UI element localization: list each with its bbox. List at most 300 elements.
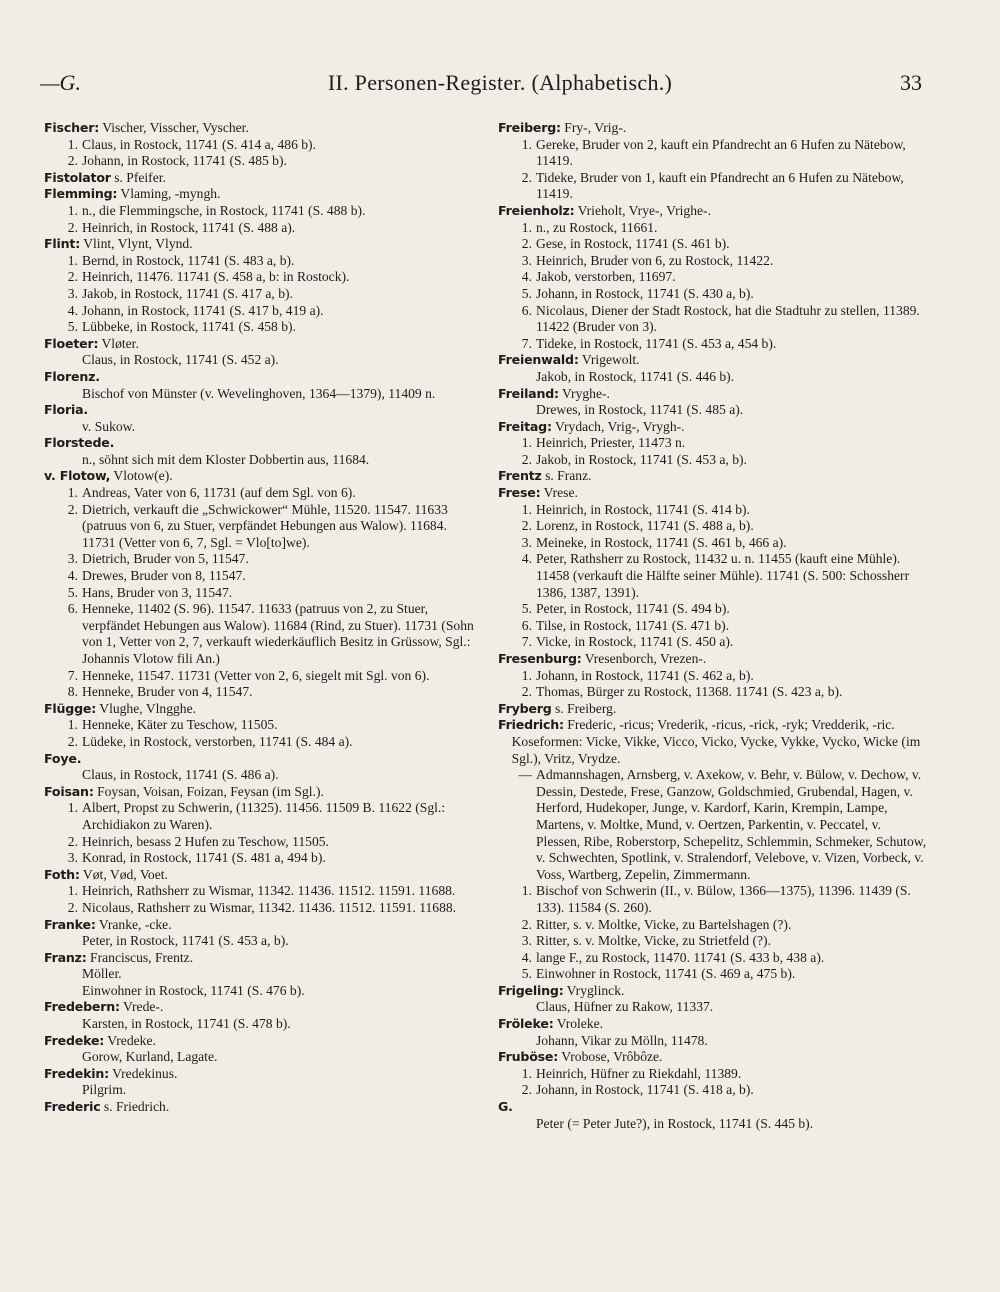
entry-text: Karsten, in Rostock, 11741 (S. 478 b). xyxy=(82,1016,291,1032)
sub-entry xyxy=(498,137,928,170)
entry-text: Johann, Vikar zu Mölln, 11478. xyxy=(536,1032,708,1048)
entry-keyword: Frederic xyxy=(44,1099,101,1115)
sub-entry-text: Johann, in Rostock, 11741 (S. 417 b, 419 a). xyxy=(82,302,324,318)
entry-variants: s. Freiberg. xyxy=(551,700,617,716)
entry-keyword: Flint: xyxy=(44,236,81,252)
sub-entry-number: 6. xyxy=(521,617,532,633)
sub-entry-number: 2. xyxy=(67,269,78,285)
register-entry xyxy=(44,1066,480,1099)
entry-text: Claus, in Rostock, 11741 (S. 452 a). xyxy=(82,352,279,368)
sub-entry xyxy=(498,684,928,701)
sub-entry-text: Bernd, in Rostock, 11741 (S. 483 a, b). xyxy=(82,252,295,268)
sub-entry xyxy=(498,883,928,916)
entry-variants: Frederic, -ricus; Vrederik, -ricus, -rick, -ryk; Vredderik, -ric. Koseformen: Vicke, Vikke, Vicco, Vicko, Vycke, Vykke, Vycko, Wicke (im Sgl.), Vritz, Vrydze. xyxy=(511,717,921,766)
register-entry xyxy=(498,1049,928,1099)
sub-entry-text: Ritter, s. v. Moltke, Vicke, zu Strietfeld (?). xyxy=(536,933,771,949)
entry-heading xyxy=(498,1049,928,1066)
sub-entry-number: 3. xyxy=(521,534,532,550)
entry-keyword: Frentz xyxy=(498,468,542,484)
sub-entry-number: 1. xyxy=(521,1065,532,1081)
sub-entry xyxy=(44,800,480,833)
sub-entry-text: Heinrich, Hüfner zu Riekdahl, 11389. xyxy=(536,1065,742,1081)
entry-keyword: Fischer: xyxy=(44,120,100,135)
entry-keyword: Floria. xyxy=(44,402,88,418)
sub-entry-text: Henneke, 11547. 11731 (Vetter von 2, 6, siegelt mit Sgl. von 6). xyxy=(82,667,430,683)
sub-entry-number: 6. xyxy=(67,601,78,617)
sub-entry-number: 1. xyxy=(67,252,78,268)
register-entry xyxy=(498,468,928,485)
sub-entry-number: 4. xyxy=(521,949,532,965)
entry-text: Möller. xyxy=(82,966,122,982)
register-entry xyxy=(498,983,928,1016)
sub-entry-number: 3. xyxy=(67,285,78,301)
entry-variants: Vlint, Vlynt, Vlynd. xyxy=(80,236,193,252)
entry-variants: Vrese. xyxy=(540,485,578,501)
right-column xyxy=(498,120,928,1132)
sub-entry-number: 5. xyxy=(521,966,532,982)
entry-text: Peter (= Peter Jute?), in Rostock, 11741 (S. 445 b). xyxy=(536,1115,814,1131)
sub-entry-text: Lüdeke, in Rostock, verstorben, 11741 (S. 484 a). xyxy=(82,733,353,749)
sub-entry-number: 7. xyxy=(521,335,532,351)
entry-text: Jakob, in Rostock, 11741 (S. 446 b). xyxy=(536,368,735,384)
entry-heading xyxy=(44,1033,480,1050)
entry-heading xyxy=(44,1099,480,1116)
sub-entry xyxy=(498,966,928,983)
sub-entry xyxy=(44,303,480,320)
entry-keyword: Fröleke: xyxy=(498,1016,554,1032)
sub-entry-text: Jakob, in Rostock, 11741 (S. 417 a, b). xyxy=(82,285,293,301)
sub-entry xyxy=(44,850,480,867)
register-entry xyxy=(44,784,480,867)
register-entry xyxy=(44,751,480,784)
sub-entry-text: Lorenz, in Rostock, 11741 (S. 488 a, b). xyxy=(536,518,754,534)
entry-text: Claus, Hüfner zu Rakow, 11337. xyxy=(536,999,714,1015)
entry-keyword: Frese: xyxy=(498,485,541,501)
entry-heading xyxy=(44,236,480,253)
sub-entry xyxy=(498,551,928,601)
sub-entry-text: Albert, Propst zu Schwerin, (11325). 11456. 11509 B. 11622 (Sgl.: Archidiakon zu Waren). xyxy=(82,800,446,832)
entry-text: Drewes, in Rostock, 11741 (S. 485 a). xyxy=(536,402,744,418)
sub-entry-number: 1. xyxy=(67,485,78,501)
entry-heading xyxy=(44,186,480,203)
entry-heading xyxy=(44,784,480,801)
sub-entry xyxy=(498,452,928,469)
entry-text: Pilgrim. xyxy=(82,1082,127,1098)
register-entry xyxy=(44,999,480,1032)
entry-keyword: Foye. xyxy=(44,750,82,766)
entry-keyword: Fredeke: xyxy=(44,1032,105,1048)
sub-entry xyxy=(44,668,480,685)
sub-entry xyxy=(498,767,928,883)
entry-heading xyxy=(44,1066,480,1083)
sub-entry xyxy=(44,684,480,701)
entry-heading xyxy=(44,701,480,718)
sub-entry-text: Nicolaus, Rathsherr zu Wismar, 11342. 11436. 11512. 11591. 11688. xyxy=(82,899,457,915)
entry-variants: Vlughe, Vlngghe. xyxy=(96,700,197,716)
sub-entry-text: Einwohner in Rostock, 11741 (S. 469 a, 475 b). xyxy=(536,966,796,982)
sub-entry xyxy=(498,253,928,270)
sub-entry-number: 2. xyxy=(67,733,78,749)
sub-entry-number: 6. xyxy=(521,302,532,318)
register-entry xyxy=(44,1099,480,1116)
entry-text: Gorow, Kurland, Lagate. xyxy=(82,1049,218,1065)
sub-entry-text: lange F., zu Rostock, 11470. 11741 (S. 433 b, 438 a). xyxy=(536,949,825,965)
sub-entry xyxy=(44,502,480,552)
register-entry xyxy=(44,336,480,369)
sub-entry xyxy=(44,717,480,734)
sub-entry-number: 7. xyxy=(67,667,78,683)
sub-entry-text: Peter, in Rostock, 11741 (S. 494 b). xyxy=(536,601,730,617)
sub-entry-text: Tideke, Bruder von 1, kauft ein Pfandrecht an 6 Hufen zu Nätebow, 11419. xyxy=(536,169,904,202)
entry-keyword: Freienholz: xyxy=(498,202,575,218)
register-entry xyxy=(498,485,928,651)
sub-entry xyxy=(498,336,928,353)
entry-heading xyxy=(44,468,480,485)
sub-entry-number: 1. xyxy=(521,219,532,235)
entry-keyword: Fryberg xyxy=(498,700,552,716)
sub-entry-text: Johann, in Rostock, 11741 (S. 418 a, b). xyxy=(536,1082,754,1098)
entry-variants: Vredeke. xyxy=(104,1032,156,1048)
sub-entry xyxy=(44,485,480,502)
register-entry xyxy=(498,419,928,469)
entry-variants: Vlaming, -myngh. xyxy=(117,186,221,202)
entry-heading xyxy=(498,203,928,220)
sub-entry xyxy=(498,618,928,635)
register-entry xyxy=(44,917,480,950)
sub-entry-text: Gese, in Rostock, 11741 (S. 461 b). xyxy=(536,236,730,252)
register-entry xyxy=(44,236,480,336)
entry-heading xyxy=(498,120,928,137)
entry-keyword: Frigeling: xyxy=(498,982,564,998)
sub-entry-number: 5. xyxy=(67,584,78,600)
sub-entry-number: — xyxy=(518,767,532,783)
entry-keyword: Flemming: xyxy=(44,186,118,202)
sub-entry-text: Heinrich, in Rostock, 11741 (S. 488 a). xyxy=(82,219,296,235)
sub-entry-text: Drewes, Bruder von 8, 11547. xyxy=(82,568,246,584)
sub-entry xyxy=(44,601,480,667)
entry-text: Peter, in Rostock, 11741 (S. 453 a, b). xyxy=(82,933,289,949)
entry-keyword: Friedrich: xyxy=(498,717,564,733)
sub-entry-text: Jakob, in Rostock, 11741 (S. 453 a, b). xyxy=(536,451,747,467)
entry-heading xyxy=(44,369,480,386)
sub-entry-number: 1. xyxy=(67,136,78,152)
sub-entry-number: 5. xyxy=(67,319,78,335)
sub-entry-number: 1. xyxy=(521,667,532,683)
sub-entry-text: Johann, in Rostock, 11741 (S. 462 a, b). xyxy=(536,667,754,683)
sub-entry-text: Thomas, Bürger zu Rostock, 11368. 11741 (S. 423 a, b). xyxy=(536,684,843,700)
entry-heading xyxy=(44,120,480,137)
entry-keyword: Floeter: xyxy=(44,335,99,351)
sub-entry xyxy=(498,236,928,253)
sub-entry xyxy=(44,220,480,237)
sub-entry-text: Heinrich, Priester, 11473 n. xyxy=(536,435,686,451)
sub-entry xyxy=(44,551,480,568)
sub-entry-text: Heinrich, in Rostock, 11741 (S. 414 b). xyxy=(536,501,750,517)
entry-text: Claus, in Rostock, 11741 (S. 486 a). xyxy=(82,767,279,783)
entry-heading xyxy=(498,419,928,436)
entry-heading xyxy=(44,917,480,934)
entry-heading xyxy=(44,999,480,1016)
sub-entry-number: 4. xyxy=(521,551,532,567)
entry-heading xyxy=(498,1016,928,1033)
sub-entry xyxy=(44,269,480,286)
entry-heading xyxy=(498,468,928,485)
sub-entry-number: 2. xyxy=(521,684,532,700)
sub-entry-text: Konrad, in Rostock, 11741 (S. 481 a, 494 b). xyxy=(82,850,326,866)
register-entry xyxy=(498,651,928,701)
register-entry xyxy=(498,701,928,718)
entry-heading xyxy=(498,983,928,1000)
sub-entry-number: 1. xyxy=(67,717,78,733)
entry-variants: Vrieholt, Vrye-, Vrighe-. xyxy=(574,202,711,218)
entry-keyword: Franz: xyxy=(44,949,87,965)
entry-variants: Vranke, -cke. xyxy=(95,916,172,932)
entry-variants: s. Friedrich. xyxy=(100,1099,170,1115)
register-entry xyxy=(44,867,480,917)
sub-entry xyxy=(498,933,928,950)
sub-entry xyxy=(498,220,928,237)
sub-entry xyxy=(498,917,928,934)
sub-entry-number: 2. xyxy=(521,236,532,252)
entry-variants: Vryglinck. xyxy=(563,982,625,998)
left-column xyxy=(44,120,480,1116)
sub-entry-text: Tideke, in Rostock, 11741 (S. 453 a, 454 b). xyxy=(536,335,777,351)
sub-entry-text: Henneke, Bruder von 4, 11547. xyxy=(82,684,253,700)
entry-keyword: Freiland: xyxy=(498,385,559,401)
entry-variants: Vrydach, Vrig-, Vrygh-. xyxy=(551,418,685,434)
sub-entry-text: Heinrich, 11476. 11741 (S. 458 a, b: in Rostock). xyxy=(82,269,350,285)
entry-keyword: Freienwald: xyxy=(498,352,579,368)
register-entry xyxy=(498,352,928,385)
sub-entry xyxy=(498,303,928,336)
entry-variants: Vroleke. xyxy=(553,1016,604,1032)
sub-entry xyxy=(44,286,480,303)
sub-entry-text: Johann, in Rostock, 11741 (S. 485 b). xyxy=(82,153,287,169)
entry-variants: Foysan, Voisan, Foizan, Feysan (im Sgl.). xyxy=(93,783,324,799)
sub-entry-number: 2. xyxy=(521,1082,532,1098)
register-entry xyxy=(498,120,928,203)
sub-entry xyxy=(498,668,928,685)
sub-entry-text: Ritter, s. v. Moltke, Vicke, zu Bartelshagen (?). xyxy=(536,916,792,932)
sub-entry-number: 1. xyxy=(67,800,78,816)
entry-variants: Franciscus, Frentz. xyxy=(86,949,194,965)
register-entry xyxy=(498,1099,928,1132)
sub-entry-text: Peter, Rathsherr zu Rostock, 11432 u. n. 11455 (kauft eine Mühle). 11458 (verkauft die Hälfte seiner Mühle). 11741 (S. 500: Schossherr 1386, 1387, 1391). xyxy=(536,551,910,600)
sub-entry xyxy=(44,834,480,851)
entry-variants: s. Franz. xyxy=(541,468,592,484)
entry-keyword: Franke: xyxy=(44,916,96,932)
register-entry xyxy=(498,717,928,983)
sub-entry-text: Bischof von Schwerin (II., v. Bülow, 1366—1375), 11396. 11439 (S. 133). 11584 (S. 260). xyxy=(536,883,911,915)
sub-entry xyxy=(44,900,480,917)
entry-variants: Fry-, Vrig-. xyxy=(560,120,627,135)
sub-entry xyxy=(498,502,928,519)
sub-entry-number: 3. xyxy=(521,252,532,268)
sub-entry-text: Jakob, verstorben, 11697. xyxy=(536,269,676,285)
entry-keyword: Fredekin: xyxy=(44,1065,109,1081)
sub-entry xyxy=(498,601,928,618)
entry-heading xyxy=(44,170,480,187)
entry-keyword: Fistolator xyxy=(44,169,111,185)
sub-entry-text: Henneke, Käter zu Teschow, 11505. xyxy=(82,717,278,733)
entry-variants: s. Pfeifer. xyxy=(110,169,166,185)
sub-entry xyxy=(498,634,928,651)
sub-entry-number: 2. xyxy=(67,501,78,517)
sub-entry xyxy=(498,435,928,452)
sub-entry-text: Gereke, Bruder von 2, kauft ein Pfandrecht an 6 Hufen zu Nätebow, 11419. xyxy=(536,136,906,169)
sub-entry-number: 2. xyxy=(67,833,78,849)
register-entry xyxy=(498,203,928,352)
entry-keyword: Florenz. xyxy=(44,368,100,384)
entry-keyword: Florstede. xyxy=(44,435,115,451)
entry-keyword: Flügge: xyxy=(44,700,97,716)
sub-entry-text: Tilse, in Rostock, 11741 (S. 471 b). xyxy=(536,617,730,633)
sub-entry-text: Admannshagen, Arnsberg, v. Axekow, v. Behr, v. Bülow, v. Dechow, v. Dessin, Destede, Frese, Ganzow, Goldschmied, Grubendal, Hagen, v. Herford, Hudekoper, Junge, v. Kardorf, Karin, Krempin, Lampe, Martens, v. Moltke, Mund, v. Oertzen, Parkentin, v. Peccatel, v. Plessen, Ribe, Roberstorp, Schepelitz, Schlemmin, Schmeker, Schutow, v. Schwechten, Spotlink, v. Stralendorf, Velebove, v. Vizen, Vorbeck, v. Voss, Wartberg, Zepelin, Zimmermann. xyxy=(536,767,927,882)
entry-keyword: Freiberg: xyxy=(498,120,561,135)
header-title: II. Personen-Register. (Alphabetisch.) xyxy=(327,70,673,95)
sub-entry xyxy=(44,319,480,336)
entry-text: Bischof von Münster (v. Wevelinghoven, 1364—1379), 11409 n. xyxy=(82,385,436,401)
entry-variants: Vrede-. xyxy=(119,999,164,1015)
sub-entry-number: 1. xyxy=(67,883,78,899)
sub-entry-text: Dietrich, Bruder von 5, 11547. xyxy=(82,551,249,567)
sub-entry xyxy=(44,585,480,602)
entry-variants: Vryghe-. xyxy=(558,385,610,401)
sub-entry-number: 1. xyxy=(521,435,532,451)
sub-entry xyxy=(44,883,480,900)
sub-entry xyxy=(498,535,928,552)
entry-keyword: Foth: xyxy=(44,866,80,882)
sub-entry xyxy=(498,170,928,203)
sub-entry xyxy=(498,950,928,967)
register-entry xyxy=(44,1033,480,1066)
sub-entry-number: 2. xyxy=(67,219,78,235)
sub-entry-text: Dietrich, verkauft die „Schwickower“ Mühle, 11520. 11547. 11633 (patruus von 6, zu Stuer, verpfändet Hebungen aus Walow). 11684. 11731 (Vetter von 6, 7, Sgl. = Vlo[to]we). xyxy=(82,501,448,550)
sub-entry-number: 3. xyxy=(67,551,78,567)
entry-variants: Vredekinus. xyxy=(109,1065,178,1081)
entry-variants: Vlotow(e). xyxy=(110,468,173,484)
register-entry xyxy=(44,950,480,1000)
entry-keyword: G. xyxy=(498,1099,513,1115)
entry-heading xyxy=(44,751,480,768)
entry-variants: Vrobose, Vrôbôze. xyxy=(558,1049,663,1065)
entry-heading xyxy=(44,950,480,967)
entry-text: Einwohner in Rostock, 11741 (S. 476 b). xyxy=(82,982,305,998)
sub-entry-number: 5. xyxy=(521,285,532,301)
entry-heading xyxy=(498,386,928,403)
entry-variants: Vischer, Visscher, Vyscher. xyxy=(99,120,249,135)
register-entry xyxy=(44,120,480,170)
entry-text: n., söhnt sich mit dem Kloster Dobbertin aus, 11684. xyxy=(82,451,370,467)
sub-entry xyxy=(44,734,480,751)
entry-text: v. Sukow. xyxy=(82,418,135,434)
entry-heading xyxy=(498,352,928,369)
sub-entry-text: Heinrich, Rathsherr zu Wismar, 11342. 11436. 11512. 11591. 11688. xyxy=(82,883,456,899)
sub-entry-number: 5. xyxy=(521,601,532,617)
sub-entry xyxy=(498,518,928,535)
sub-entry xyxy=(498,269,928,286)
sub-entry-number: 1. xyxy=(521,883,532,899)
sub-entry-number: 1. xyxy=(521,501,532,517)
header-letter: —G. xyxy=(40,70,81,95)
sub-entry-number: 1. xyxy=(521,136,532,152)
sub-entry-text: Meineke, in Rostock, 11741 (S. 461 b, 466 a). xyxy=(536,534,787,550)
sub-entry-number: 4. xyxy=(67,302,78,318)
sub-entry-number: 7. xyxy=(521,634,532,650)
register-entry xyxy=(44,186,480,236)
entry-heading xyxy=(44,336,480,353)
register-entry xyxy=(498,386,928,419)
sub-entry-number: 2. xyxy=(521,451,532,467)
entry-heading xyxy=(498,701,928,718)
sub-entry-number: 8. xyxy=(67,684,78,700)
register-entry xyxy=(44,435,480,468)
sub-entry-number: 2. xyxy=(521,518,532,534)
entry-heading xyxy=(498,651,928,668)
register-entry xyxy=(44,170,480,187)
sub-entry-text: Heinrich, besass 2 Hufen zu Teschow, 11505. xyxy=(82,833,329,849)
sub-entry-text: n., zu Rostock, 11661. xyxy=(536,219,658,235)
register-entry xyxy=(44,468,480,700)
entry-keyword: Fresenburg: xyxy=(498,651,582,666)
register-entry xyxy=(44,369,480,402)
sub-entry xyxy=(498,286,928,303)
sub-entry-number: 4. xyxy=(67,568,78,584)
register-entry xyxy=(498,1016,928,1049)
entry-keyword: Fruböse: xyxy=(498,1049,559,1065)
entry-keyword: Foisan: xyxy=(44,783,94,799)
sub-entry xyxy=(498,1082,928,1099)
entry-heading xyxy=(44,867,480,884)
entry-keyword: Fredebern: xyxy=(44,999,120,1015)
register-entry xyxy=(44,402,480,435)
sub-entry xyxy=(44,253,480,270)
entry-variants: Vløter. xyxy=(98,335,139,351)
entry-variants: Vrigewolt. xyxy=(578,352,640,368)
entry-keyword: Freitag: xyxy=(498,418,552,434)
sub-entry-text: Heinrich, Bruder von 6, zu Rostock, 11422. xyxy=(536,252,774,268)
sub-entry-number: 1. xyxy=(67,202,78,218)
sub-entry-text: Vicke, in Rostock, 11741 (S. 450 a). xyxy=(536,634,734,650)
page-number: 33 xyxy=(900,70,922,95)
entry-variants: Vøt, Vød, Voet. xyxy=(79,866,168,882)
sub-entry-text: Claus, in Rostock, 11741 (S. 414 a, 486 b). xyxy=(82,136,316,152)
entry-heading xyxy=(44,435,480,452)
sub-entry-number: 2. xyxy=(521,916,532,932)
sub-entry xyxy=(498,1066,928,1083)
entry-heading xyxy=(498,717,928,767)
sub-entry-number: 2. xyxy=(67,899,78,915)
entry-heading xyxy=(44,402,480,419)
sub-entry-text: Andreas, Vater von 6, 11731 (auf dem Sgl. von 6). xyxy=(82,485,356,501)
sub-entry-number: 2. xyxy=(67,153,78,169)
entry-heading xyxy=(498,485,928,502)
page-header xyxy=(0,70,1000,104)
entry-variants: Vresenborch, Vrezen-. xyxy=(581,651,707,666)
register-entry xyxy=(44,701,480,751)
entry-heading xyxy=(498,1099,928,1116)
sub-entry-text: Lübbeke, in Rostock, 11741 (S. 458 b). xyxy=(82,319,296,335)
sub-entry-number: 3. xyxy=(521,933,532,949)
sub-entry xyxy=(44,568,480,585)
sub-entry-text: Johann, in Rostock, 11741 (S. 430 a, b). xyxy=(536,285,754,301)
sub-entry xyxy=(44,203,480,220)
sub-entry-text: Hans, Bruder von 3, 11547. xyxy=(82,584,233,600)
sub-entry xyxy=(44,137,480,154)
sub-entry-number: 2. xyxy=(521,169,532,185)
sub-entry-text: Nicolaus, Diener der Stadt Rostock, hat die Stadtuhr zu stellen, 11389. 11422 (Bruder von 3). xyxy=(536,302,920,335)
sub-entry-text: Henneke, 11402 (S. 96). 11547. 11633 (patruus von 2, zu Stuer, verpfändet Hebungen aus Walow). 11684 (Rind, zu Stuer). 11731 (Sohn von 1, Vetter von 2, 7, verkauft wiederkäuflich Besitz in Grüssow, Sgl.: Johannis Vlotow fili An.) xyxy=(82,601,474,666)
